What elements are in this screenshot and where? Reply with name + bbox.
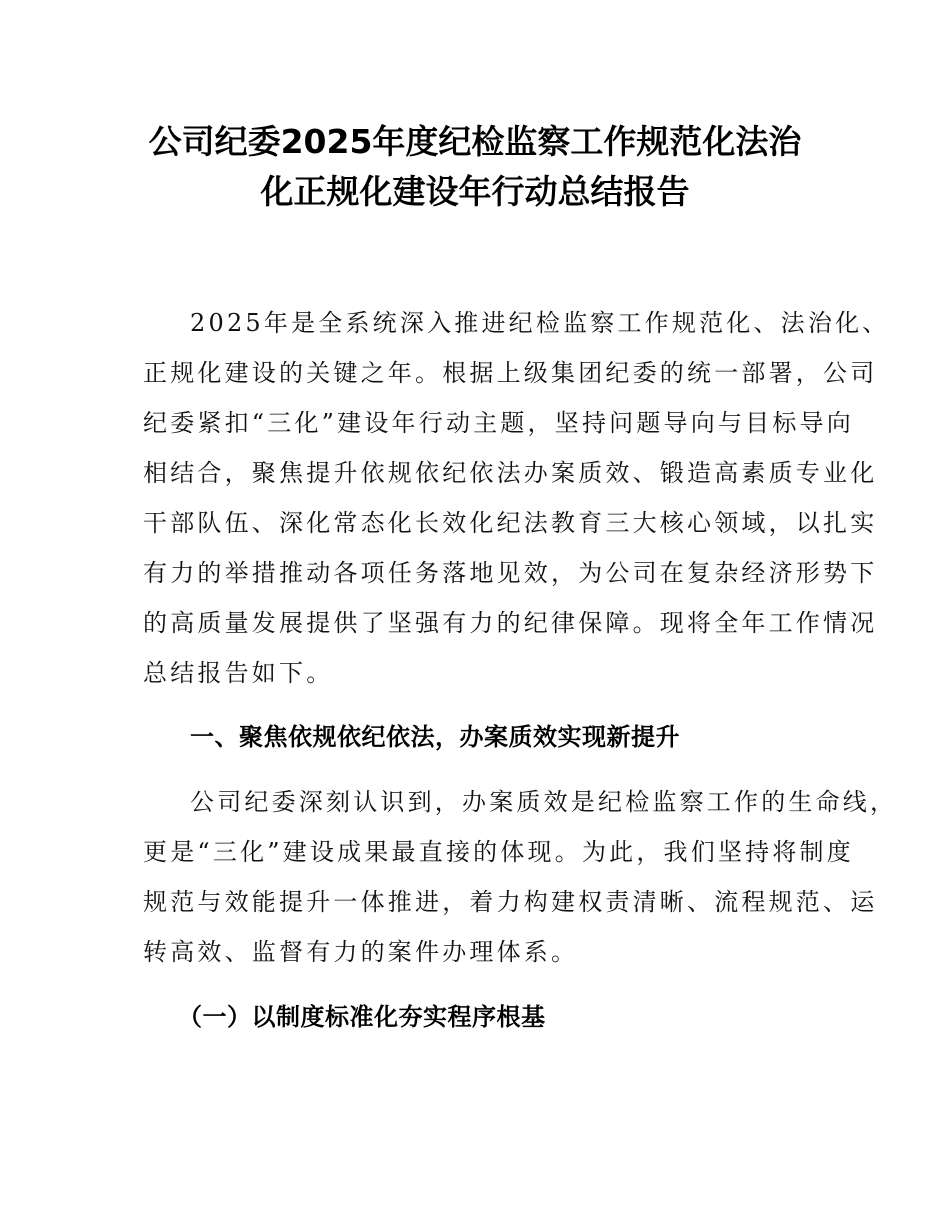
intro-paragraph-line-3: 纪委紧扣“三化”建设年行动主题，坚持问题导向与目标导向 bbox=[143, 409, 854, 437]
section-1-paragraph-line-4: 转高效、监督有力的案件办理体系。 bbox=[143, 938, 579, 966]
intro-paragraph-line-8: 总结报告如下。 bbox=[143, 659, 334, 687]
document-title bbox=[100, 117, 850, 217]
intro-paragraph-line-6: 有力的举措推动各项任务落地见效，为公司在复杂经济形势下 bbox=[143, 559, 878, 587]
intro-paragraph-line-4: 相结合，聚焦提升依规依纪依法办案质效、锻造高素质专业化 bbox=[143, 459, 878, 487]
title-line-2: 化正规化建设年行动总结报告 bbox=[260, 172, 690, 211]
section-1-subheading-1: （一）以制度标准化夯实程序根基 bbox=[178, 1003, 546, 1031]
section-1-paragraph-line-3: 规范与效能提升一体推进，着力构建权责清晰、流程规范、运 bbox=[143, 888, 878, 916]
intro-paragraph-line-2: 正规化建设的关键之年。根据上级集团纪委的统一部署，公司 bbox=[143, 359, 878, 387]
intro-paragraph-line-7: 的高质量发展提供了坚强有力的纪律保障。现将全年工作情况 bbox=[143, 609, 878, 637]
section-1-paragraph-line-1: 公司纪委深刻认识到，办案质效是纪检监察工作的生命线， bbox=[190, 788, 898, 816]
intro-paragraph-line-1: 2025年是全系统深入推进纪检监察工作规范化、法治化、 bbox=[190, 309, 890, 337]
title-line-1: 公司纪委2025年度纪检监察工作规范化法治 bbox=[148, 122, 802, 161]
section-1-paragraph-line-2: 更是“三化”建设成果最直接的体现。为此，我们坚持将制度 bbox=[143, 838, 854, 866]
intro-paragraph-line-5: 干部队伍、深化常态化长效化纪法教育三大核心领域，以扎实 bbox=[143, 509, 878, 537]
section-1-heading: 一、聚焦依规依纪依法，办案质效实现新提升 bbox=[190, 723, 680, 751]
